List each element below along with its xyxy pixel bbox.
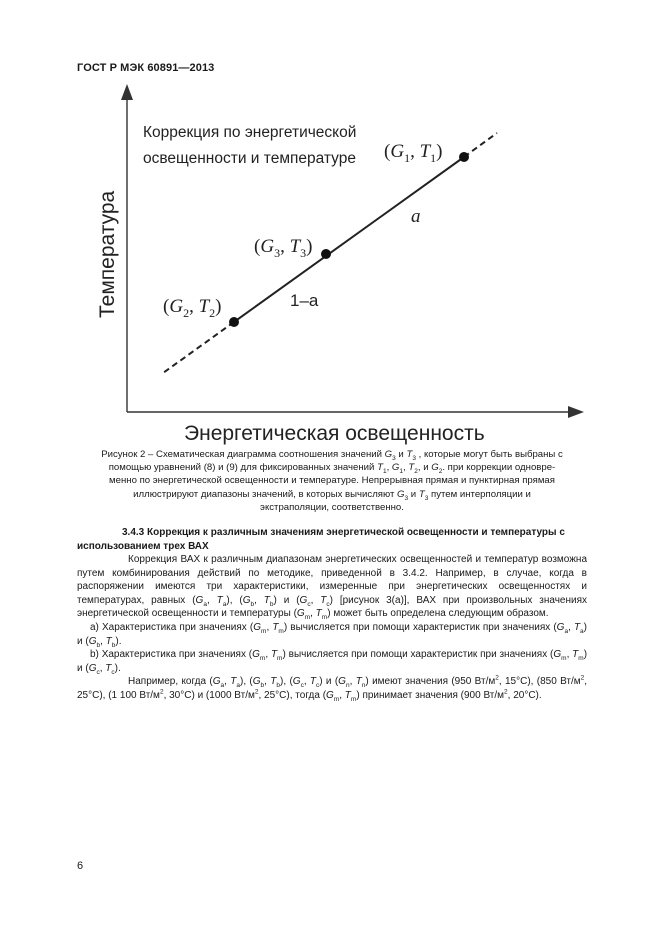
extrapolation-line — [163, 322, 234, 373]
point-g1-t1 — [459, 152, 469, 162]
x-axis-arrow — [568, 406, 584, 418]
body-text — [77, 553, 587, 703]
example-paragraph: Например, когда ($G_a$, $T_a$), ($G_b$, $T_b$), ($G_c$, $T_c$) и ($G_n$, $T_n$) имеют значения (950 $Вт/м^2$, 15°С), (850 $Вт/м^2$, 25°С), (1 100 $Вт/м^2$, 30°С) и (1000 $Вт/м^2$, 25°С), тогда ($G_m$, $T_m$) принимает значения (900 $Вт/м^2$, 20°С). — [77, 675, 588, 703]
x-axis-label: Энергетическая освещенность — [184, 422, 485, 445]
point-g2-t2 — [229, 317, 239, 327]
irradiance-temperature-diagram — [0, 0, 661, 460]
extrapolation-line-top — [464, 133, 497, 157]
y-axis-arrow — [121, 84, 133, 100]
section-heading: 3.4.3 Коррекция к различным значениям энергетической освещенности и температуры с использованием трех ВАХ — [77, 527, 565, 552]
label-g3-t3: ($G_3$, $T_3$) — [254, 236, 313, 260]
figure-title-line1: Коррекция по энергетической — [143, 124, 357, 141]
label-g1-t1: ($G_1$, $T_1$) — [384, 141, 443, 165]
y-axis-label: Температура — [96, 190, 119, 318]
figure-caption: Рисунок 2 – Схематическая диаграмма соотношения значений $G_3$ и $T_3$ , которые могут быть выбраны с помощью уравнений (8) и (9) для фиксированных значений $T_1$, $G_1$, $T_2$, и $G_2$. при коррекции одновре- менно по энергетической освещенности и температуре. Непрерывная прямая и пунктирная прямая иллюстрируют диапазоны значений, в которых вычисляют $G_3$ и $T_3$ путем интерполяции и экстраполяции, соответственно. — [101, 449, 563, 513]
label-g2-t2: ($G_2$, $T_2$) — [163, 296, 222, 320]
item-b: b) Характеристика при значениях ($G_m$, $T_m$) вычисляется при помощи характеристик при значениях ($G_m$, $T_m$) и ($G_c$, $T_c$). — [77, 649, 588, 676]
segment-label-a: a — [411, 206, 421, 227]
point-g3-t3 — [321, 249, 331, 259]
segment-label-1-a: 1–a — [290, 291, 319, 310]
item-a: а) Характеристика при значениях ($G_m$, $T_m$) вычисляется при помощи характеристик при значениях ($G_a$, $T_a$) и ($G_b$, $T_b$). — [77, 621, 588, 649]
figure-title-line2: освещенности и температуре — [143, 150, 356, 167]
intro-paragraph: Коррекция ВАХ к различным диапазонам энергетических освещенностей и температур возможна путем комбинирования действий по методике, приведенной в 3.4.2. Например, в случае, когда в распоряжении имеются три характеристики, измеренные при энергетических освещенностях и температурах, равных ($G_a$, $T_a$), ($G_b$, $T_b$) и ($G_c$, $T_c$) [рисунок 3(а)], ВАХ при произвольных значениях энергетической освещенности и температуры ($G_m$, $T_m$) может быть определена следующим образом. — [77, 554, 588, 622]
page-number: 6 — [77, 860, 84, 872]
document-header: ГОСТ Р МЭК 60891—2013 — [77, 62, 215, 74]
